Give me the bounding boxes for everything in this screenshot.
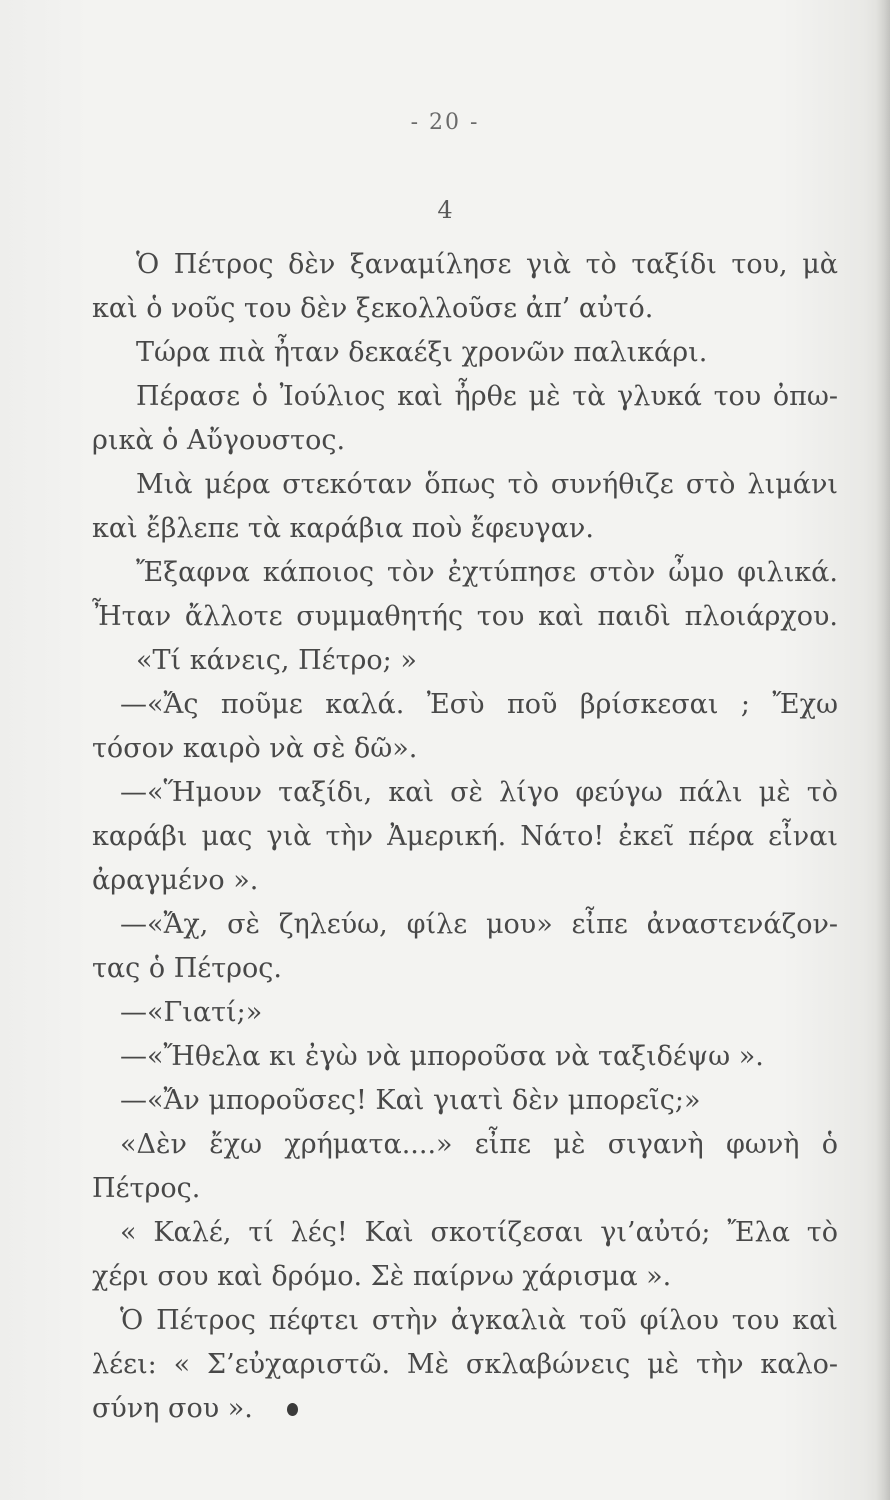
text-line: Ὁ Πέτρος πέφτει στὴν ἀγκαλιὰ τοῦ φίλου του καὶ (120, 1305, 838, 1336)
ink-spot (287, 1403, 298, 1416)
text-line: « Καλέ, τί λές! Καὶ σκοτίζεσαι γι’αὐτό; Ἔλα τὸ (120, 1217, 838, 1248)
text-line: λέει: « Σ’εὐχαριστῶ. Μὲ σκλαβώνεις μὲ τὴν καλο- (92, 1349, 838, 1380)
text-line: —«Ἤθελα κι ἐγὼ νὰ μποροῦσα νὰ ταξιδέψω ». (120, 1041, 764, 1072)
text-line: Πέτρος. (92, 1173, 201, 1204)
text-line: τας ὁ Πέτρος. (92, 953, 283, 984)
text-line: καὶ ὁ νοῦς του δὲν ξεκολλοῦσε ἀπ’ αὐτό. (92, 293, 654, 324)
text-line: —«Ἄν μποροῦσες! Καὶ γιατὶ δὲν μπορεῖς;» (120, 1085, 701, 1116)
text-line: Ὁ Πέτρος δὲν ξαναμίλησε γιὰ τὸ ταξίδι του, μὰ (136, 249, 838, 280)
text-line: «Δὲν ἔχω χρήματα....» εἶπε μὲ σιγανὴ φωνὴ ὁ (120, 1129, 838, 1160)
text-line: —«Γιατί;» (120, 997, 263, 1028)
text-line: —«Ἄς ποῦμε καλά. Ἐσὺ ποῦ βρίσκεσαι ; Ἔχω (120, 689, 838, 720)
text-line: Τώρα πιὰ ἦταν δεκαέξι χρονῶν παλικάρι. (136, 337, 708, 368)
page-edge-shadow (876, 0, 890, 1500)
text-line: —«Ἥμουν ταξίδι, καὶ σὲ λίγο φεύγω πάλι μὲ τὸ (120, 777, 838, 808)
text-line: «Τί κάνεις, Πέτρο; » (136, 645, 417, 676)
text-line: καὶ ἔβλεπε τὰ καράβια ποὺ ἔφευγαν. (92, 513, 594, 544)
text-line: χέρι σου καὶ δρόμο. Σὲ παίρνω χάρισμα ». (92, 1261, 672, 1292)
page-number: - 20 - (410, 110, 480, 135)
text-line: —«Ἄχ, σὲ ζηλεύω, φίλε μου» εἶπε ἀναστενάζον- (120, 909, 838, 940)
text-line: ρικὰ ὁ Αὔγουστος. (92, 425, 346, 456)
body-text (92, 243, 838, 1431)
text-line: τόσον καιρὸ νὰ σὲ δῶ». (92, 733, 418, 764)
text-line: σύνη σου ». (92, 1393, 253, 1424)
text-line: ἀραγμένο ». (92, 865, 259, 896)
text-line: Ἔξαφνα κάποιος τὸν ἐχτύπησε στὸν ὦμο φιλικά. (136, 557, 838, 588)
text-line: Ἦταν ἄλλοτε συμμαθητής του καὶ παιδὶ πλοιάρχου. (92, 601, 838, 632)
text-line: καράβι μας γιὰ τὴν Ἀμερική. Νάτο! ἐκεῖ πέρα εἶναι (92, 821, 838, 852)
text-line: Μιὰ μέρα στεκόταν ὅπως τὸ συνήθιζε στὸ λιμάνι (136, 469, 838, 500)
chapter-number: 4 (437, 196, 453, 224)
text-line: Πέρασε ὁ Ἰούλιος καὶ ἦρθε μὲ τὰ γλυκά του ὀπω- (136, 381, 838, 412)
